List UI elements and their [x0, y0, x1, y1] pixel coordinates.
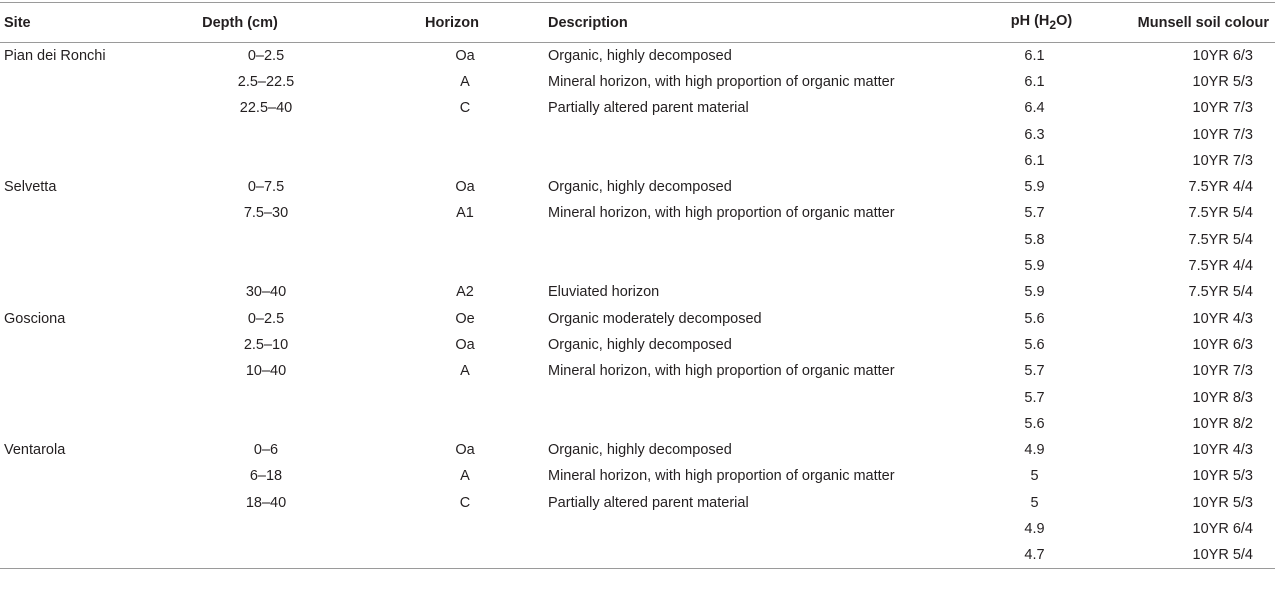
cell-ph: 5.7 [1024, 363, 1045, 380]
table-row [0, 253, 1275, 279]
cell-depth: 10–40 [245, 363, 287, 380]
cell-ph: 5 [1030, 468, 1039, 485]
cell-munsell-colour: 7.5YR 5/4 [1188, 231, 1253, 248]
cell-site [0, 148, 142, 174]
cell-munsell-colour: 10YR 7/3 [1192, 100, 1253, 117]
cell-munsell-colour: 10YR 7/3 [1192, 152, 1253, 169]
header-ph-prefix: pH (H [1010, 13, 1050, 30]
table-row [0, 200, 1275, 226]
table-row [0, 305, 1275, 331]
cell-ph: 5.9 [1024, 284, 1045, 301]
cell-depth: 18–40 [245, 494, 287, 511]
cell-horizon: C [459, 494, 471, 511]
cell-site [0, 279, 142, 305]
cell-horizon: Oa [455, 336, 475, 353]
table-row [0, 43, 1275, 69]
cell-description [540, 148, 980, 174]
table-row [0, 227, 1275, 253]
cell-ph: 5.6 [1024, 336, 1045, 353]
cell-depth: 0–2.5 [247, 310, 285, 327]
cell-depth: 0–7.5 [247, 179, 285, 196]
cell-site [0, 121, 142, 147]
table-row [0, 121, 1275, 147]
table-row [0, 490, 1275, 516]
cell-ph: 5.9 [1024, 258, 1045, 275]
cell-site: Pian dei Ronchi [4, 47, 106, 64]
cell-description: Organic, highly decomposed [548, 47, 732, 64]
table-header [0, 3, 1275, 43]
cell-description [540, 121, 980, 147]
cell-munsell-colour: 10YR 5/3 [1192, 468, 1253, 485]
cell-site [0, 253, 142, 279]
cell-horizon [390, 411, 540, 437]
cell-description: Mineral horizon, with high proportion of organic matter [548, 205, 895, 222]
cell-site: Ventarola [4, 442, 66, 459]
cell-description: Mineral horizon, with high proportion of organic matter [548, 73, 895, 90]
cell-munsell-colour: 10YR 6/3 [1192, 336, 1253, 353]
cell-description: Eluviated horizon [548, 284, 660, 301]
cell-horizon: A [460, 73, 470, 90]
table-row [0, 95, 1275, 121]
cell-depth [142, 253, 390, 279]
header-ph-subscript: 2 [1049, 17, 1057, 32]
cell-ph: 5.7 [1024, 205, 1045, 222]
cell-description: Partially altered parent material [548, 494, 749, 511]
cell-munsell-colour: 7.5YR 5/4 [1188, 205, 1253, 222]
table-row [0, 437, 1275, 463]
table-row [0, 542, 1275, 568]
cell-depth [142, 121, 390, 147]
cell-ph: 6.4 [1024, 100, 1045, 117]
header-description: Description [540, 3, 980, 43]
cell-horizon: Oa [455, 47, 475, 64]
table-row [0, 384, 1275, 410]
cell-depth [142, 227, 390, 253]
table-row [0, 358, 1275, 384]
header-ph [980, 3, 1103, 43]
cell-depth [142, 516, 390, 542]
header-ph-suffix: O) [1056, 13, 1073, 30]
cell-description: Organic, highly decomposed [548, 442, 732, 459]
cell-site [0, 200, 142, 226]
cell-munsell-colour: 10YR 8/2 [1192, 415, 1253, 432]
cell-horizon [390, 148, 540, 174]
cell-description [540, 516, 980, 542]
cell-ph: 6.1 [1024, 47, 1045, 64]
cell-ph: 5.9 [1024, 179, 1045, 196]
cell-horizon [390, 227, 540, 253]
cell-description [540, 384, 980, 410]
cell-description [540, 227, 980, 253]
cell-description [540, 411, 980, 437]
soil-profile-table [0, 2, 1275, 569]
cell-depth: 0–2.5 [247, 47, 285, 64]
cell-horizon: Oa [455, 442, 475, 459]
cell-site [0, 490, 142, 516]
header-row [0, 3, 1275, 43]
cell-ph: 6.3 [1024, 126, 1045, 143]
header-site: Site [0, 3, 142, 43]
cell-munsell-colour: 10YR 5/3 [1192, 494, 1253, 511]
cell-ph: 5 [1030, 494, 1039, 511]
cell-depth: 2.5–22.5 [237, 73, 295, 90]
cell-depth: 30–40 [245, 284, 287, 301]
cell-ph: 5.6 [1024, 415, 1045, 432]
cell-ph: 5.7 [1024, 389, 1045, 406]
cell-horizon [390, 121, 540, 147]
cell-munsell-colour: 7.5YR 5/4 [1188, 284, 1253, 301]
cell-depth: 22.5–40 [239, 100, 293, 117]
cell-munsell-colour: 10YR 8/3 [1192, 389, 1253, 406]
cell-description: Organic moderately decomposed [548, 310, 762, 327]
cell-munsell-colour: 10YR 6/3 [1192, 47, 1253, 64]
cell-horizon: Oe [455, 310, 475, 327]
cell-horizon [390, 253, 540, 279]
cell-description: Organic, highly decomposed [548, 336, 732, 353]
header-depth: Depth (cm) [142, 3, 390, 43]
cell-horizon: Oa [455, 179, 475, 196]
cell-ph: 4.9 [1024, 520, 1045, 537]
cell-ph: 5.6 [1024, 310, 1045, 327]
cell-horizon: A2 [456, 284, 474, 301]
cell-ph: 4.7 [980, 542, 1103, 568]
cell-depth [142, 384, 390, 410]
cell-munsell-colour: 10YR 5/4 [1103, 542, 1275, 568]
table-body [0, 43, 1275, 569]
cell-depth: 0–6 [253, 442, 279, 459]
cell-munsell-colour: 7.5YR 4/4 [1188, 258, 1253, 275]
cell-munsell-colour: 7.5YR 4/4 [1188, 179, 1253, 196]
table-row [0, 332, 1275, 358]
cell-description: Mineral horizon, with high proportion of organic matter [548, 363, 895, 380]
cell-horizon: A [460, 468, 470, 485]
cell-ph: 5.8 [1024, 231, 1045, 248]
cell-site [0, 463, 142, 489]
cell-site [0, 411, 142, 437]
cell-site: Gosciona [4, 310, 66, 327]
cell-depth [142, 148, 390, 174]
cell-site [0, 516, 142, 542]
cell-depth: 7.5–30 [243, 205, 289, 222]
cell-description [540, 542, 980, 568]
table-row [0, 279, 1275, 305]
header-horizon: Horizon [390, 3, 540, 43]
cell-site [0, 384, 142, 410]
cell-munsell-colour: 10YR 6/4 [1192, 520, 1253, 537]
cell-site: Selvetta [4, 179, 57, 196]
cell-horizon [390, 516, 540, 542]
cell-depth: 2.5–10 [243, 336, 289, 353]
cell-munsell-colour: 10YR 5/3 [1192, 73, 1253, 90]
cell-site [0, 332, 142, 358]
cell-horizon: A [460, 363, 470, 380]
header-munsell-colour: Munsell soil colour [1103, 3, 1275, 43]
cell-site [0, 69, 142, 95]
cell-munsell-colour: 10YR 7/3 [1192, 363, 1253, 380]
cell-horizon [390, 542, 540, 568]
cell-ph: 4.9 [1024, 442, 1045, 459]
cell-horizon [390, 384, 540, 410]
cell-site [0, 542, 142, 568]
table-row [0, 148, 1275, 174]
cell-ph: 6.1 [1024, 73, 1045, 90]
cell-ph: 6.1 [1024, 152, 1045, 169]
table-row [0, 411, 1275, 437]
cell-site [0, 358, 142, 384]
cell-munsell-colour: 10YR 4/3 [1192, 310, 1253, 327]
table-row [0, 516, 1275, 542]
cell-horizon: C [459, 100, 471, 117]
table-row [0, 69, 1275, 95]
cell-description: Organic, highly decomposed [548, 179, 732, 196]
cell-depth: 6–18 [249, 468, 283, 485]
cell-depth [142, 411, 390, 437]
table-row [0, 463, 1275, 489]
table-row [0, 174, 1275, 200]
cell-description [540, 253, 980, 279]
cell-horizon: A1 [456, 205, 474, 222]
cell-munsell-colour: 10YR 4/3 [1192, 442, 1253, 459]
cell-site [0, 227, 142, 253]
cell-munsell-colour: 10YR 7/3 [1192, 126, 1253, 143]
cell-depth [142, 542, 390, 568]
cell-description: Partially altered parent material [548, 100, 749, 117]
cell-site [0, 95, 142, 121]
cell-description: Mineral horizon, with high proportion of organic matter [548, 468, 895, 485]
